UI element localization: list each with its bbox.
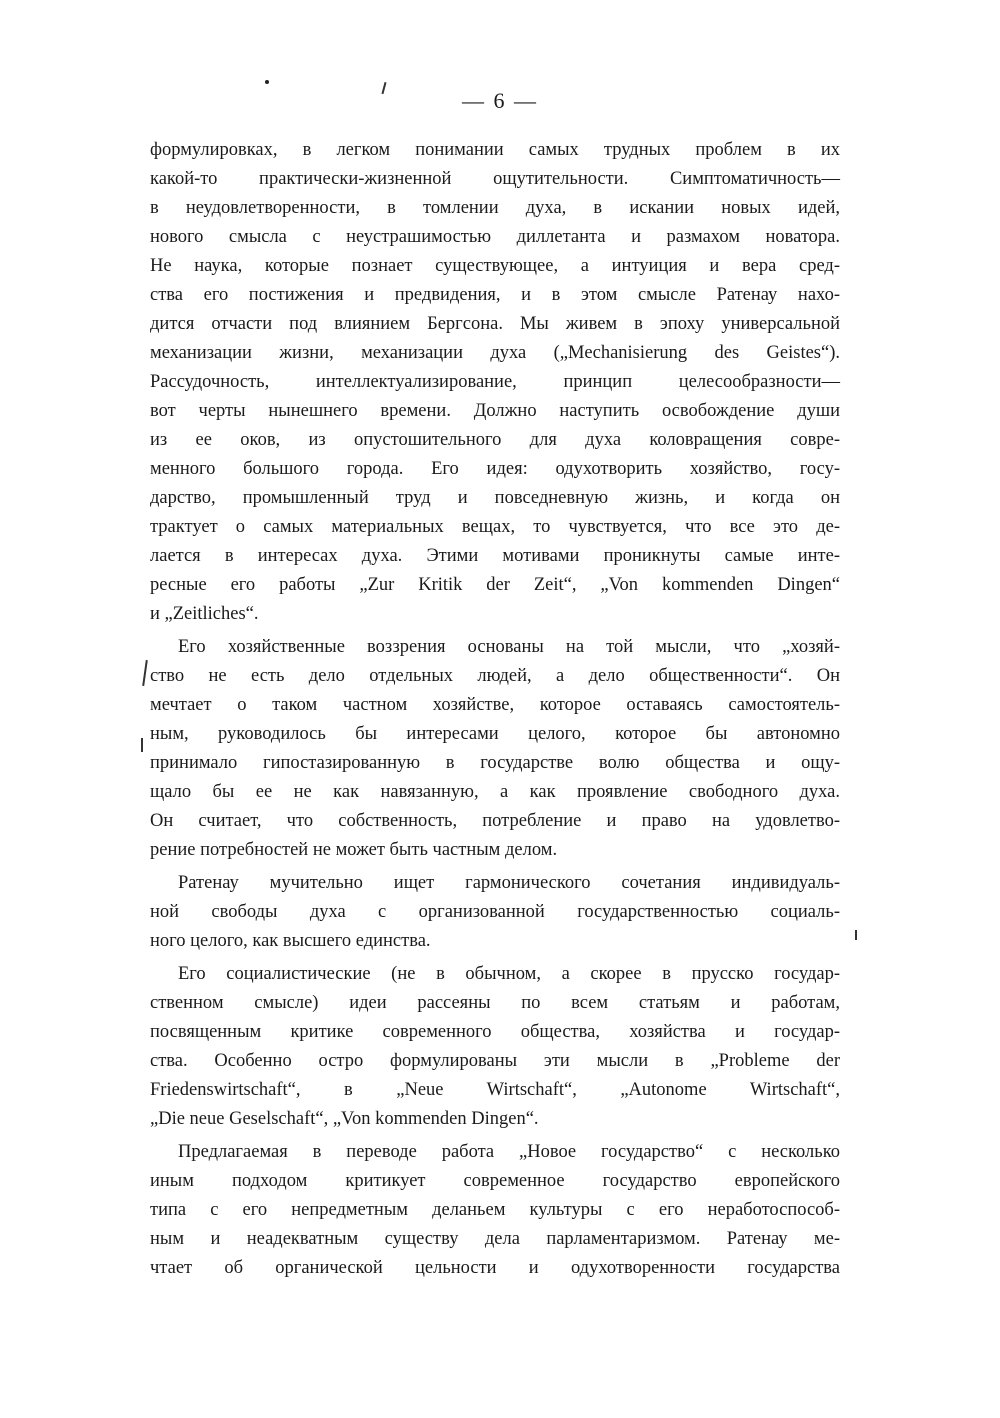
text-line: Не наука, которые познает существующее, а интуиция и вера сред- [150,256,840,276]
text-line: иным подходом критикует современное государство европейского [150,1171,840,1191]
text-line: ства его постижения и предвидения, и в этом смысле Ратенау нахо- [150,285,840,305]
paragraph [150,960,840,1134]
paragraph [150,1138,840,1283]
text-line: ной свободы духа с организованной государственностью социаль- [150,902,840,922]
text-line: дарство, промышленный труд и повседневную жизнь, и когда он [150,488,840,508]
text-line: менного большого города. Его идея: одухотворить хозяйство, госу- [150,459,840,479]
text-line: ного целого, как высшего единства. [150,931,431,951]
text-line: ства. Особенно остро формулированы эти мысли в „Probleme der [150,1051,840,1071]
text-line: механизации жизни, механизации духа („Mechanisierung des Geistes“). [150,343,840,363]
text-line: Friedenswirtschaft“, в „Neue Wirtschaft“, „Autonome Wirtschaft“, [150,1080,840,1100]
text-line: какой-то практически-жизненной ощутительности. Симптоматичность— [150,169,840,189]
paragraph [150,869,840,956]
paragraph [150,633,840,865]
text-line: Его хозяйственные воззрения основаны на той мысли, что „хозяй- [178,637,840,657]
text-line: формулировках, в легком понимании самых трудных проблем в их [150,140,840,160]
text-line: вот черты нынешнего времени. Должно наступить освобождение души [150,401,840,421]
text-line: мечтает о таком частном хозяйстве, которое оставаясь самостоятель- [150,695,840,715]
page-number: — 6 — [462,88,538,113]
scan-speck [265,80,269,84]
text-line: принимало гипостазированную в государстве волю общества и ощу- [150,753,840,773]
margin-mark [142,660,148,686]
text-line: Рассудочность, интеллектуализирование, принцип целесообразности— [150,372,840,392]
text-line: ство не есть дело отдельных людей, а дело общественности“. Он [150,666,840,686]
text-line: ным, руководилось бы интересами целого, которое бы автономно [150,724,840,744]
body-text [150,136,840,1283]
text-line: и „Zeitliches“. [150,604,259,624]
text-line: Его социалистические (не в обычном, а скорее в прусско государ- [178,964,840,984]
text-line: трактует о самых материальных вещах, то чувствуется, что все это де- [150,517,840,537]
text-line: посвященным критике современного общества, хозяйства и государ- [150,1022,840,1042]
text-line: щало бы ее не как навязанную, а как проявление свободного духа. [150,782,840,802]
text-line: Предлагаемая в переводе работа „Новое государство“ с несколько [178,1142,840,1162]
text-line: типа с его непредметным деланьем культуры с его неработоспособ- [150,1200,840,1220]
text-line: из ее оков, из опустошительного для духа коловращения совре- [150,430,840,450]
margin-mark [141,738,143,752]
text-line: рение потребностей не может быть частным делом. [150,840,558,860]
text-line: ным и неадекватным существу дела парламентаризмом. Ратенау ме- [150,1229,840,1249]
text-line: ресные его работы „Zur Kritik der Zeit“, „Von kommenden Dingen“ [150,575,840,595]
paragraph [150,136,840,629]
text-line: в неудовлетворенности, в томлении духа, в искании новых идей, [150,198,840,218]
text-line: нового смысла с неустрашимостью диллетанта и размахом новатора. [150,227,840,247]
text-line: дится отчасти под влиянием Бергсона. Мы живем в эпоху универсальной [150,314,840,334]
text-line: лается в интересах духа. Этими мотивами проникнуты самые инте- [150,546,840,566]
text-line: Ратенау мучительно ищет гармонического сочетания индивидуаль- [178,873,840,893]
text-line: чтает об органической цельности и одухотворенности государства [150,1258,840,1278]
text-line: „Die neue Geselschaft“, „Von kommenden Dingen“. [150,1109,539,1129]
text-line: Он считает, что собственность, потребление и право на удовлетво- [150,811,840,831]
text-line: ственном смысле) идеи рассеяны по всем статьям и работам, [150,993,840,1013]
margin-mark [855,930,857,940]
